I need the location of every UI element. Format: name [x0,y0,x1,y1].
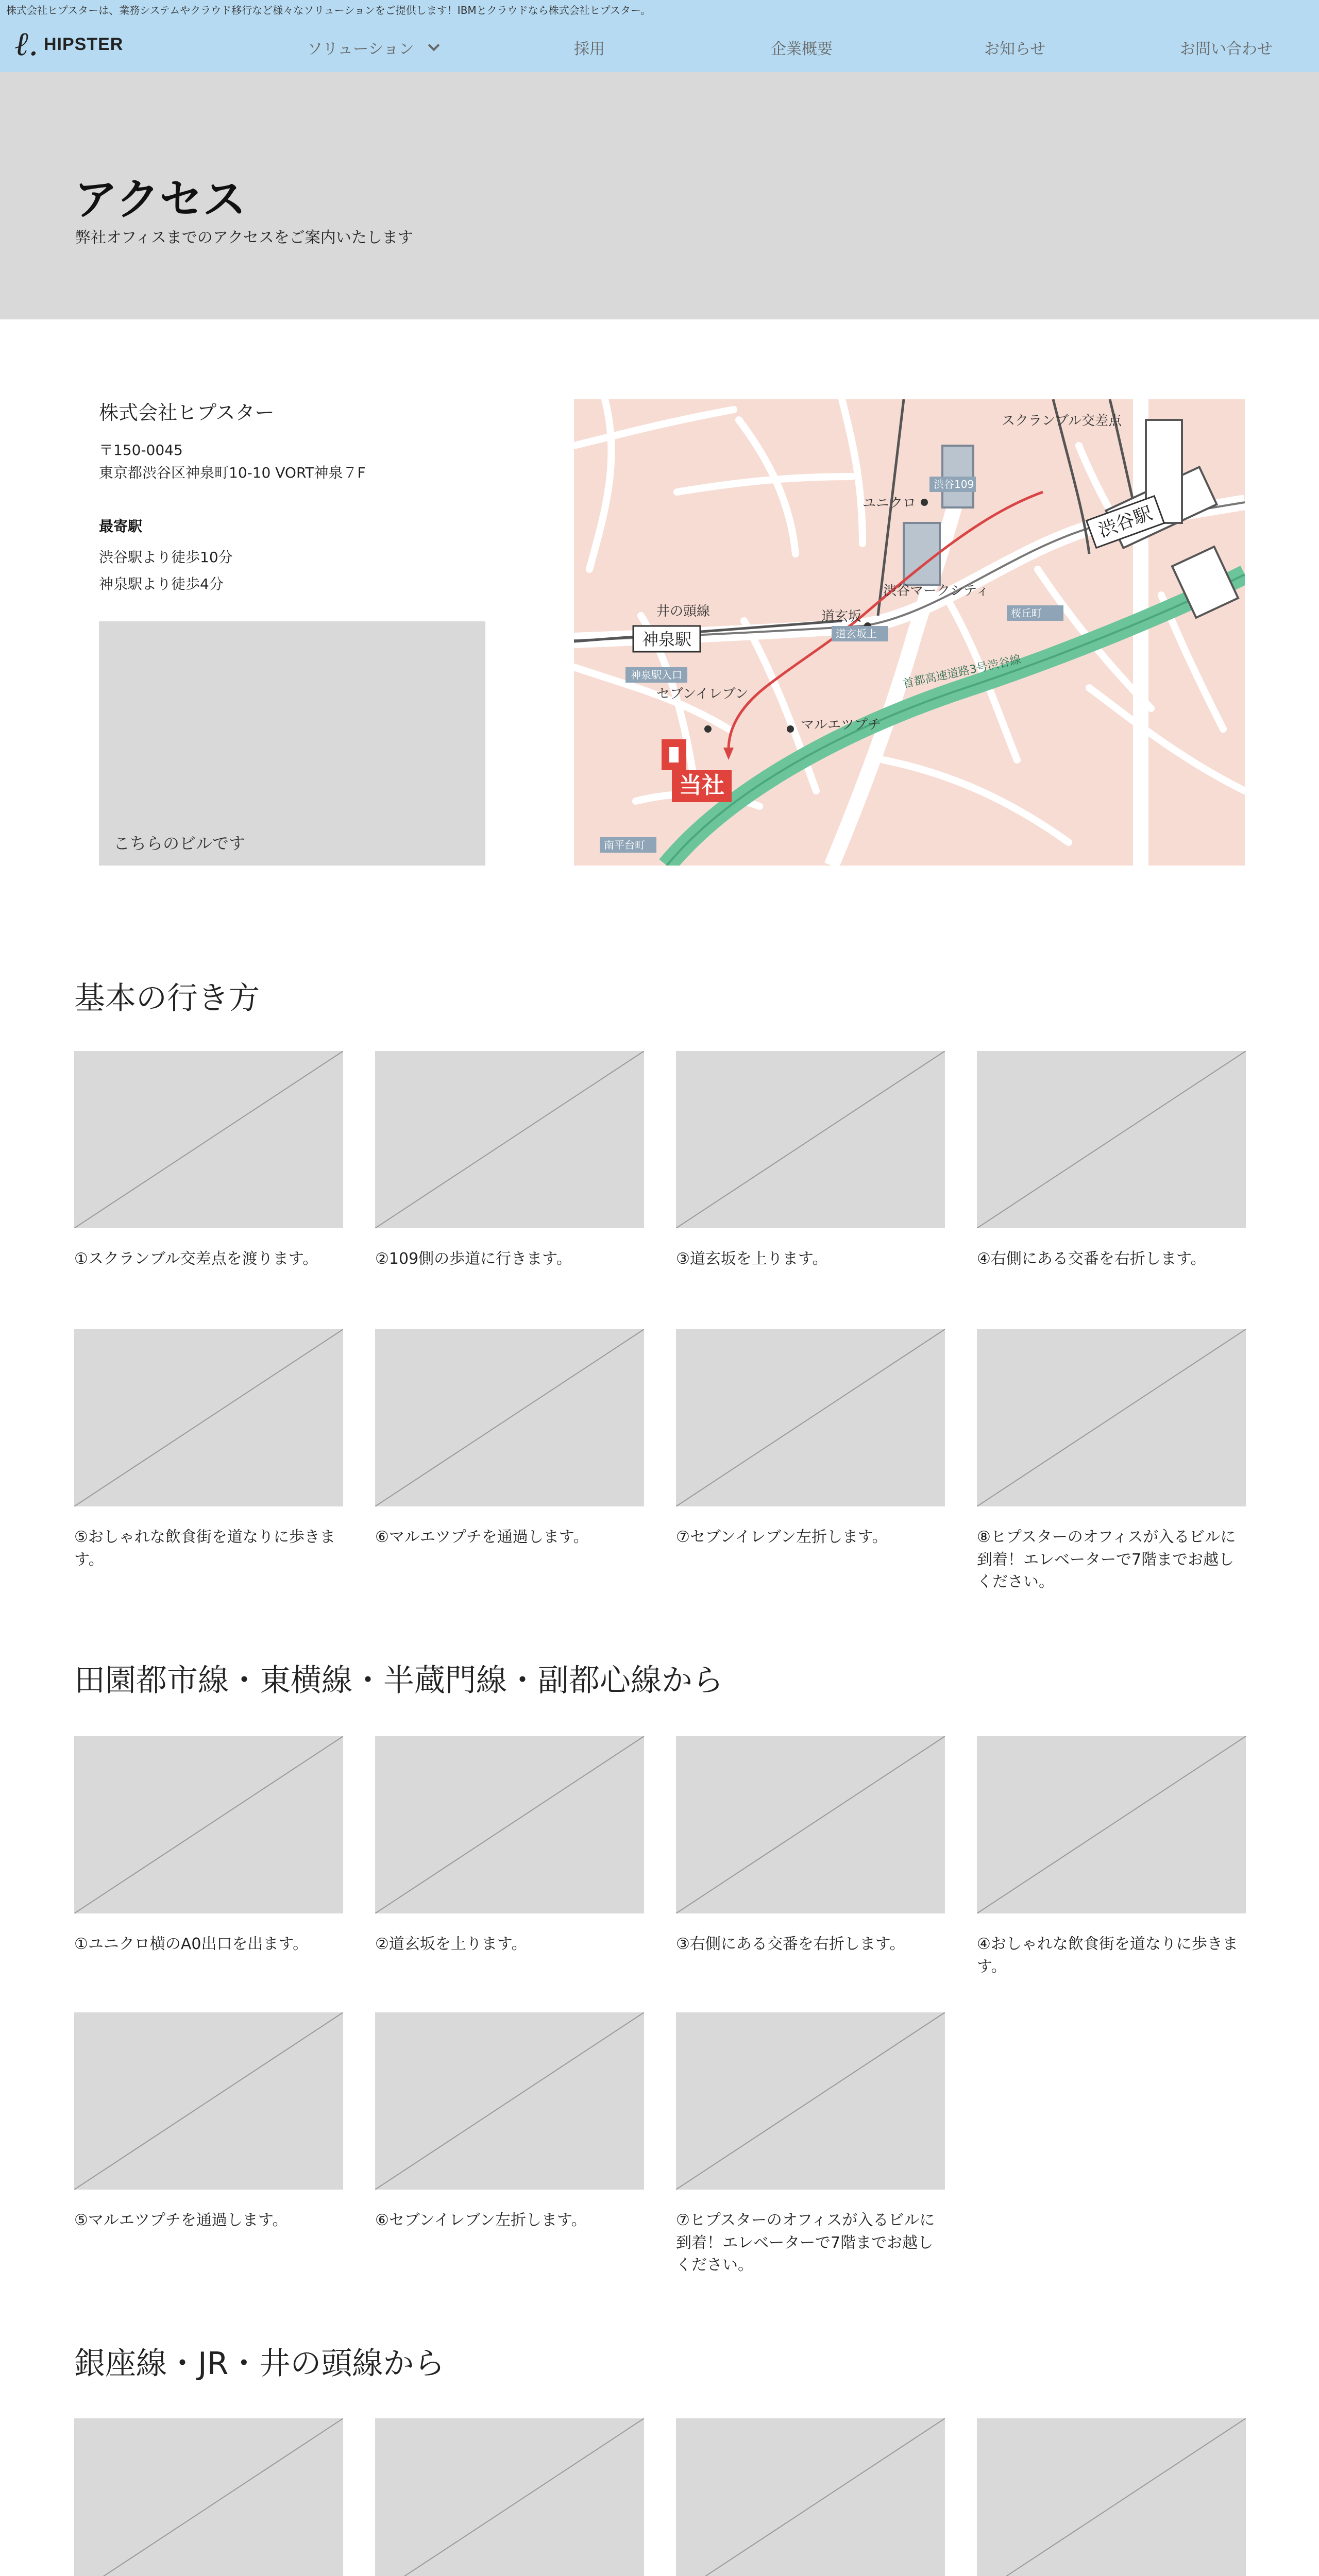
step-caption: ⑤マルエツプチを通過します。 [74,2211,288,2229]
step-caption: ⑦セブンイレブン左折します。 [676,1528,888,1546]
step-photo [375,2418,644,2576]
map-seven-label: セブンイレブン [656,686,749,702]
denentoshi-step-3 [676,1736,945,1956]
map-sakuragaoka-label: 桜丘町 [1011,607,1042,619]
map-shibuya-station: 渋谷駅 [1095,502,1155,542]
header-notice: 株式会社ヒプスターは、業務システムやクラウド移行など様々なソリューションをご提供します！IBMとクラウドなら株式会社ヒプスター。 [6,4,651,16]
step-caption: ①スクランブル交差点を渡ります。 [74,1250,318,1268]
step-photo [977,2418,1246,2576]
map-109-label: 渋谷109 [934,478,974,490]
ginza-step-2 [375,2418,644,2576]
basic-step-6 [375,1329,644,1549]
nav-contact[interactable]: お問い合わせ [1180,40,1273,58]
ginza-step-3 [676,2418,945,2576]
step-caption: ⑥セブンイレブン左折します。 [375,2211,587,2229]
postal-code: 〒150-0045 [99,442,183,459]
denentoshi-step-1 [74,1736,343,1956]
step-photo [375,1329,644,1506]
company-address: 東京都渋谷区神泉町10-10 VORT神泉７F [99,464,366,481]
step-photo [977,1051,1246,1228]
building-photo [99,621,485,866]
map-shinsen-station: 神泉駅 [641,630,692,649]
step-caption: ⑥マルエツプチを通過します。 [375,1528,589,1546]
step-photo [676,1051,945,1228]
step-photo [74,1329,343,1506]
basic-step-7 [676,1329,945,1549]
step-caption: ③右側にある交番を右折します。 [676,1935,905,1953]
nearest-station-heading: 最寄駅 [99,518,143,535]
basic-step-4 [977,1051,1246,1270]
section-title-basic: 基本の行き方 [74,980,260,1016]
nav-company[interactable]: 企業概要 [771,40,833,58]
nav-solutions[interactable] [307,36,438,59]
step-caption: ⑦ヒプスターのオフィスが入るビルに到着！エレベーターで7階までお越しください。 [676,2211,935,2274]
step-photo [977,1736,1246,1913]
map-expressway-label: 首都高速道路3号渋谷線 [902,653,1023,691]
map-office-label: 当社 [679,772,724,799]
header-logo[interactable] [14,25,124,63]
step-photo [74,2418,343,2576]
step-photo [74,1051,343,1228]
step-caption: ③道玄坂を上ります。 [676,1250,828,1268]
step-caption: ④おしゃれな飲食街を道なりに歩きます。 [977,1935,1238,1976]
nav-news[interactable]: お知らせ [984,40,1046,58]
section-title-ginza: 銀座線・JR・井の頭線から [74,2346,445,2382]
map-uniqlo-label: ユニクロ [863,496,917,511]
site-header [0,0,1319,72]
map-inokashira-label: 井の頭線 [656,604,711,619]
map-markcity-label: 渋谷マークシティ [883,583,989,599]
step-photo [74,2012,343,2190]
logo-text: HIPSTER [44,34,124,54]
step-photo [977,1329,1246,1506]
station-shinsen: 神泉駅より徒歩4分 [99,575,224,592]
step-photo [375,2012,644,2190]
basic-step-8 [977,1329,1246,1594]
denentoshi-step-4 [977,1736,1246,1978]
company-name: 株式会社ヒプスター [99,401,275,424]
basic-step-1 [74,1051,343,1270]
step-caption: ②109側の歩道に行きます。 [375,1250,572,1268]
step-photo [676,1736,945,1913]
step-caption: ⑧ヒプスターのオフィスが入るビルに到着！エレベーターで7階までお越しください。 [977,1528,1236,1591]
step-photo [375,1051,644,1228]
nav-solutions-label: ソリューション [307,40,414,58]
denentoshi-step-6 [375,2012,644,2232]
step-photo [676,1329,945,1506]
page-title: アクセス [74,174,246,225]
basic-step-3 [676,1051,945,1270]
chevron-down-icon [428,40,440,52]
ginza-step-4 [977,2418,1246,2576]
step-photo [676,2418,945,2576]
page-subtitle: 弊社オフィスまでのアクセスをご案内いたします [75,229,413,247]
step-caption: ④右側にある交番を右折します。 [977,1250,1206,1268]
building-caption: こちらのビルです [113,834,246,853]
basic-step-2 [375,1051,644,1270]
section-title-denentoshi: 田園都市線・東横線・半蔵門線・副都心線から [74,1663,723,1699]
step-photo [676,2012,945,2190]
step-caption: ⑤おしゃれな飲食街を道なりに歩きます。 [74,1528,335,1569]
step-photo [74,1736,343,1913]
step-caption: ②道玄坂を上ります。 [375,1935,527,1953]
step-caption: ①ユニクロ横のA0出口を出ます。 [74,1935,309,1953]
ginza-step-1 [74,2418,343,2576]
map-dogenzaka-ue-label: 道玄坂上 [836,628,877,640]
station-shibuya: 渋谷駅より徒歩10分 [99,549,233,566]
access-map[interactable] [574,399,1245,866]
basic-step-5 [74,1329,343,1571]
hero [0,72,1319,319]
map-scramble-label: スクランブル交差点 [1002,413,1122,429]
map-dogenzaka-label: 道玄坂 [821,609,862,624]
nav-recruit[interactable]: 採用 [574,40,605,58]
map-nampeidai-label: 南平台町 [604,839,645,851]
step-photo [375,1736,644,1913]
denentoshi-step-5 [74,2012,343,2232]
map-maruetsu-label: マルエツプチ [801,717,882,733]
logo-mark-icon: ℓ. [14,25,39,63]
denentoshi-step-7 [676,2012,945,2277]
denentoshi-step-2 [375,1736,644,1956]
map-shinsen-exit-label: 神泉駅入口 [631,669,682,681]
